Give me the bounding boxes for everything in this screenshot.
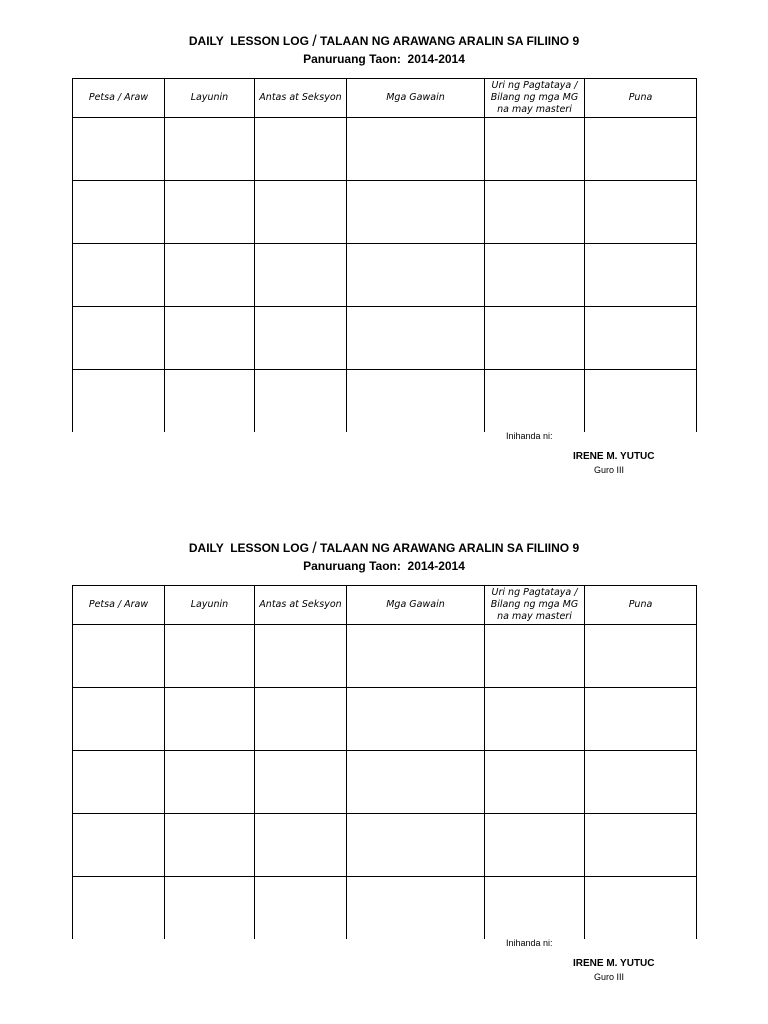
teacher-role: Guro III — [594, 465, 625, 475]
table-cell[interactable] — [485, 244, 585, 307]
table-cell[interactable] — [255, 751, 347, 814]
school-year: Panuruang Taon: 2014-2014 — [303, 52, 465, 66]
form-title — [0, 540, 768, 558]
table-cell[interactable] — [347, 625, 485, 688]
table-cell[interactable] — [585, 118, 697, 181]
table-cell[interactable] — [165, 814, 255, 877]
table-cell[interactable] — [347, 307, 485, 370]
table-cell[interactable] — [165, 118, 255, 181]
title-part-1: DAILY LESSON LOG — [188, 34, 313, 48]
table-cell[interactable] — [165, 307, 255, 370]
table-cell[interactable] — [165, 181, 255, 244]
table-cell[interactable] — [73, 625, 165, 688]
prepared-by-label: Inihanda ni: — [506, 938, 553, 948]
table-cell[interactable] — [485, 877, 585, 940]
table-cell[interactable] — [485, 688, 585, 751]
table-cell[interactable] — [73, 814, 165, 877]
table-cell[interactable] — [347, 181, 485, 244]
table-cell[interactable] — [73, 244, 165, 307]
table-cell[interactable] — [255, 307, 347, 370]
table-cell[interactable] — [255, 877, 347, 940]
lesson-log-table — [72, 78, 697, 432]
table-row — [73, 688, 697, 751]
column-header-uri-ng-pagtataya: Uri ng Pagtataya / Bilang ng mga MG na may masteri — [485, 79, 585, 118]
teacher-role: Guro III — [594, 972, 625, 982]
table-cell[interactable] — [255, 688, 347, 751]
table-cell[interactable] — [585, 688, 697, 751]
table-row — [73, 244, 697, 307]
table-cell[interactable] — [485, 814, 585, 877]
lesson-log-table — [72, 585, 697, 939]
table-cell[interactable] — [255, 370, 347, 433]
table-cell[interactable] — [73, 877, 165, 940]
table-cell[interactable] — [585, 181, 697, 244]
table-cell[interactable] — [73, 118, 165, 181]
table-header-row — [73, 79, 697, 118]
table-row — [73, 625, 697, 688]
prepared-by-label: Inihanda ni: — [506, 431, 553, 441]
table-row — [73, 181, 697, 244]
table-row — [73, 814, 697, 877]
column-header-antas-seksyon: Antas at Seksyon — [255, 79, 347, 118]
table-cell[interactable] — [165, 751, 255, 814]
table-cell[interactable] — [347, 751, 485, 814]
table-cell[interactable] — [73, 688, 165, 751]
column-header-petsa-araw: Petsa / Araw — [73, 79, 165, 118]
table-cell[interactable] — [255, 244, 347, 307]
column-header-layunin: Layunin — [165, 586, 255, 625]
table-cell[interactable] — [485, 625, 585, 688]
table-cell[interactable] — [347, 688, 485, 751]
table-cell[interactable] — [585, 814, 697, 877]
table-cell[interactable] — [73, 307, 165, 370]
column-header-mga-gawain: Mga Gawain — [347, 586, 485, 625]
lesson-log-form-2 — [0, 507, 768, 987]
teacher-name: IRENE M. YUTUC — [573, 958, 655, 969]
table-row — [73, 751, 697, 814]
table-cell[interactable] — [347, 877, 485, 940]
table-cell[interactable] — [255, 625, 347, 688]
table-row — [73, 370, 697, 433]
table-header-row — [73, 586, 697, 625]
lesson-log-form-1 — [0, 0, 768, 480]
table-cell[interactable] — [165, 877, 255, 940]
table-cell[interactable] — [585, 244, 697, 307]
table-cell[interactable] — [585, 307, 697, 370]
title-separator: / — [312, 33, 317, 50]
column-header-petsa-araw: Petsa / Araw — [73, 586, 165, 625]
table-cell[interactable] — [585, 877, 697, 940]
table-cell[interactable] — [485, 118, 585, 181]
column-header-antas-seksyon: Antas at Seksyon — [255, 586, 347, 625]
table-cell[interactable] — [73, 370, 165, 433]
table-cell[interactable] — [585, 370, 697, 433]
table-cell[interactable] — [585, 625, 697, 688]
table-cell[interactable] — [73, 181, 165, 244]
table-row — [73, 877, 697, 940]
table-cell[interactable] — [165, 244, 255, 307]
table-row — [73, 118, 697, 181]
table-cell[interactable] — [255, 181, 347, 244]
title-separator: / — [312, 540, 317, 557]
table-cell[interactable] — [73, 751, 165, 814]
teacher-name: IRENE M. YUTUC — [573, 451, 655, 462]
column-header-uri-ng-pagtataya: Uri ng Pagtataya / Bilang ng mga MG na may masteri — [485, 586, 585, 625]
column-header-layunin: Layunin — [165, 79, 255, 118]
column-header-puna: Puna — [585, 586, 697, 625]
table-cell[interactable] — [485, 751, 585, 814]
school-year: Panuruang Taon: 2014-2014 — [303, 559, 465, 573]
table-cell[interactable] — [485, 181, 585, 244]
table-cell[interactable] — [485, 307, 585, 370]
title-part-2: TALAAN NG ARAWANG ARALIN SA FILIINO 9 — [316, 541, 580, 555]
table-cell[interactable] — [347, 814, 485, 877]
table-cell[interactable] — [255, 118, 347, 181]
table-cell[interactable] — [347, 370, 485, 433]
form-title — [0, 33, 768, 51]
table-cell[interactable] — [165, 625, 255, 688]
column-header-puna: Puna — [585, 79, 697, 118]
table-cell[interactable] — [347, 118, 485, 181]
table-cell[interactable] — [585, 751, 697, 814]
table-cell[interactable] — [347, 244, 485, 307]
title-part-1: DAILY LESSON LOG — [188, 541, 313, 555]
table-row — [73, 307, 697, 370]
table-cell[interactable] — [165, 370, 255, 433]
title-part-2: TALAAN NG ARAWANG ARALIN SA FILIINO 9 — [316, 34, 580, 48]
table-cell[interactable] — [485, 370, 585, 433]
table-cell[interactable] — [255, 814, 347, 877]
column-header-mga-gawain: Mga Gawain — [347, 79, 485, 118]
table-cell[interactable] — [165, 688, 255, 751]
